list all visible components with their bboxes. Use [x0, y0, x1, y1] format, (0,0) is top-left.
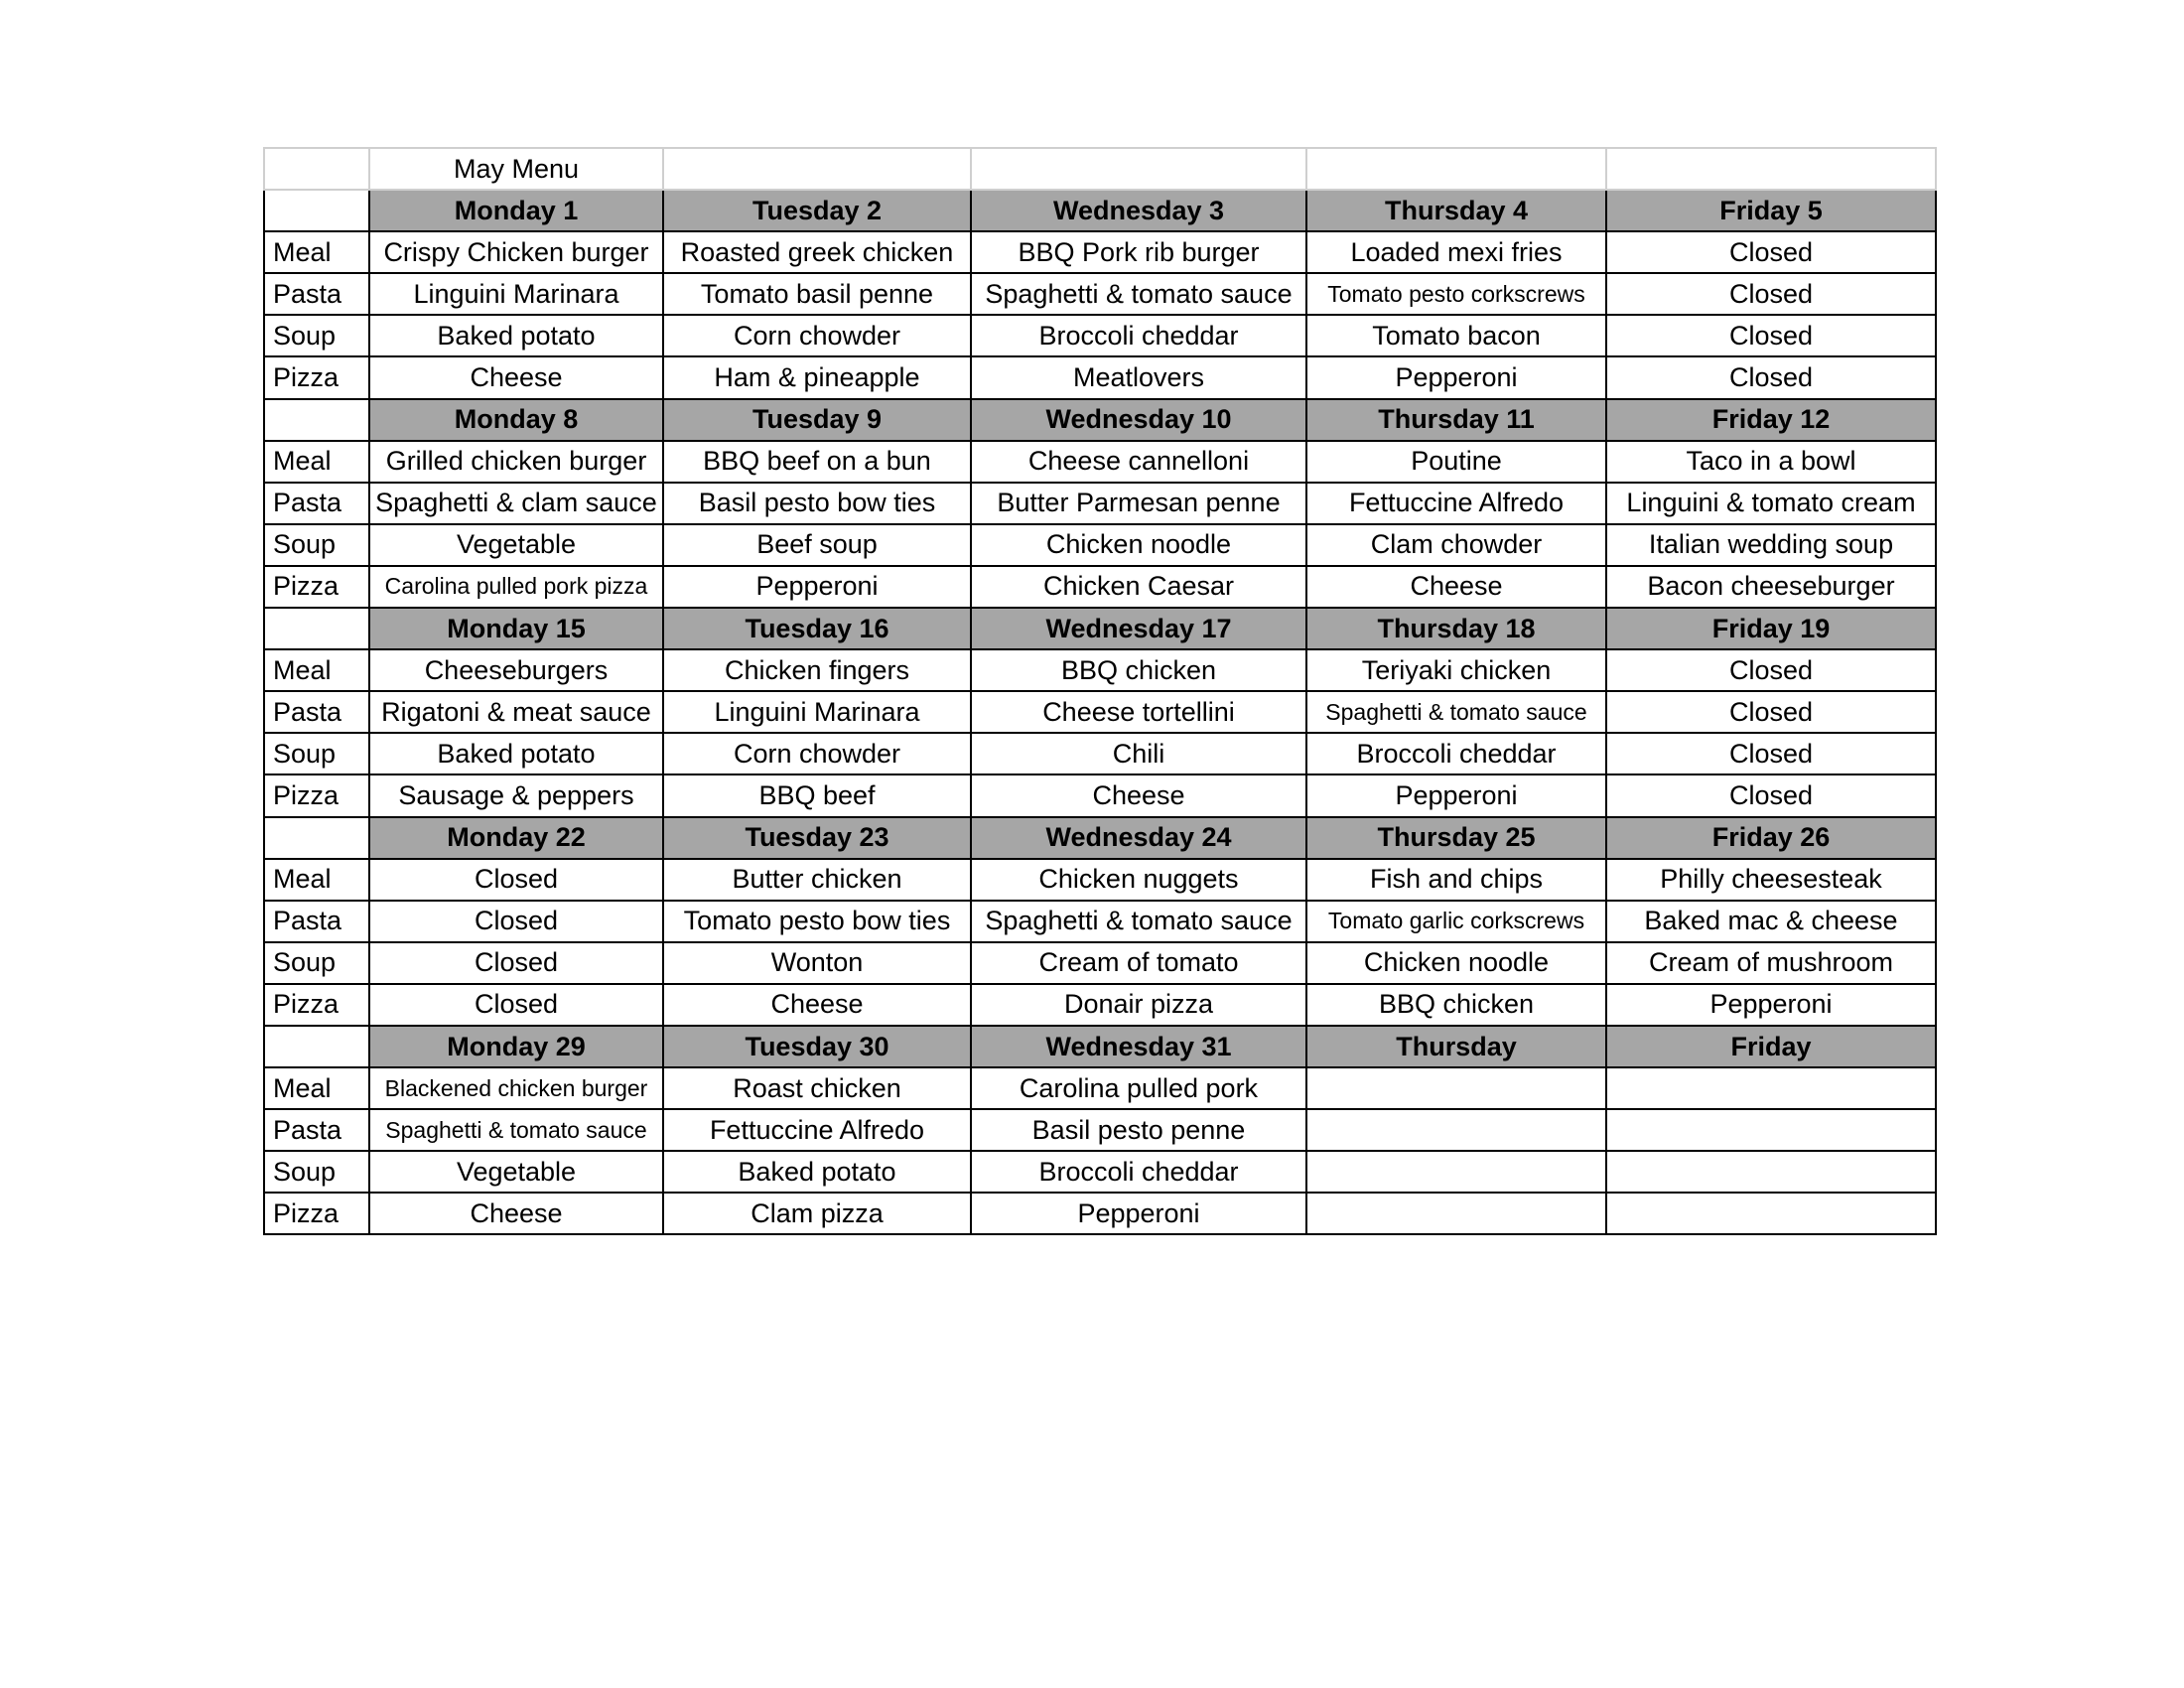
title-row-blank-cell	[1606, 148, 1936, 190]
pasta-cell: Fettuccine Alfredo	[663, 1109, 971, 1151]
row-label: Soup	[264, 1151, 369, 1193]
meal-cell: BBQ beef on a bun	[663, 441, 971, 483]
pizza-cell	[1306, 1193, 1606, 1234]
day-header: Tuesday 16	[663, 608, 971, 649]
day-header: Wednesday 3	[971, 190, 1306, 231]
meal-cell: Butter chicken	[663, 859, 971, 901]
row-label-blank-cell	[264, 1026, 369, 1067]
menu-row-meal	[264, 1067, 1936, 1109]
day-header: Tuesday 2	[663, 190, 971, 231]
meal-cell: Closed	[1606, 231, 1936, 273]
soup-cell: Cream of tomato	[971, 942, 1306, 984]
soup-cell: Closed	[1606, 315, 1936, 356]
meal-cell	[1606, 1067, 1936, 1109]
row-label: Pizza	[264, 356, 369, 398]
row-label: Pizza	[264, 566, 369, 608]
row-label: Soup	[264, 315, 369, 356]
meal-cell: Roast chicken	[663, 1067, 971, 1109]
meal-cell	[1306, 1067, 1606, 1109]
meal-cell: Taco in a bowl	[1606, 441, 1936, 483]
day-header: Thursday 25	[1306, 817, 1606, 859]
pizza-cell: Clam pizza	[663, 1193, 971, 1234]
title-row-blank-cell	[663, 148, 971, 190]
meal-cell: Roasted greek chicken	[663, 231, 971, 273]
pizza-cell: Cheese	[971, 774, 1306, 816]
title-row-blank-cell	[1306, 148, 1606, 190]
pasta-cell: Cheese tortellini	[971, 691, 1306, 733]
soup-cell: Broccoli cheddar	[971, 315, 1306, 356]
pasta-cell: Spaghetti & tomato sauce	[971, 901, 1306, 942]
soup-cell: Wonton	[663, 942, 971, 984]
row-label: Soup	[264, 733, 369, 774]
pasta-cell: Linguini Marinara	[663, 691, 971, 733]
pasta-cell: Tomato pesto corkscrews	[1306, 273, 1606, 315]
week-header-row	[264, 399, 1936, 441]
soup-cell: Cream of mushroom	[1606, 942, 1936, 984]
day-header: Thursday 4	[1306, 190, 1606, 231]
meal-cell: Loaded mexi fries	[1306, 231, 1606, 273]
row-label-blank-cell	[264, 817, 369, 859]
pasta-cell: Closed	[369, 901, 663, 942]
menu-title: May Menu	[369, 148, 663, 190]
meal-cell: Closed	[369, 859, 663, 901]
pizza-cell: Cheese	[369, 1193, 663, 1234]
row-label: Meal	[264, 231, 369, 273]
row-label: Soup	[264, 942, 369, 984]
pizza-cell: Cheese	[663, 984, 971, 1026]
menu-row-pizza	[264, 984, 1936, 1026]
soup-cell: Closed	[369, 942, 663, 984]
soup-cell	[1606, 1151, 1936, 1193]
soup-cell: Chili	[971, 733, 1306, 774]
day-header: Wednesday 24	[971, 817, 1306, 859]
pizza-cell: Meatlovers	[971, 356, 1306, 398]
day-header: Monday 8	[369, 399, 663, 441]
pasta-cell: Tomato basil penne	[663, 273, 971, 315]
pasta-cell: Spaghetti & tomato sauce	[369, 1109, 663, 1151]
pasta-cell: Tomato garlic corkscrews	[1306, 901, 1606, 942]
pasta-cell: Basil pesto bow ties	[663, 483, 971, 524]
pasta-cell: Closed	[1606, 691, 1936, 733]
menu-row-soup	[264, 524, 1936, 566]
day-header: Monday 15	[369, 608, 663, 649]
pizza-cell: Chicken Caesar	[971, 566, 1306, 608]
row-label: Pizza	[264, 1193, 369, 1234]
day-header: Wednesday 17	[971, 608, 1306, 649]
menu-row-pasta	[264, 483, 1936, 524]
day-header: Friday 19	[1606, 608, 1936, 649]
pizza-cell: Donair pizza	[971, 984, 1306, 1026]
pizza-cell: Ham & pineapple	[663, 356, 971, 398]
day-header: Thursday 11	[1306, 399, 1606, 441]
row-label: Meal	[264, 859, 369, 901]
pasta-cell: Fettuccine Alfredo	[1306, 483, 1606, 524]
pasta-cell: Tomato pesto bow ties	[663, 901, 971, 942]
menu-row-pizza	[264, 566, 1936, 608]
week-header-row	[264, 608, 1936, 649]
pasta-cell: Rigatoni & meat sauce	[369, 691, 663, 733]
pizza-cell: Pepperoni	[1306, 774, 1606, 816]
meal-cell: Carolina pulled pork	[971, 1067, 1306, 1109]
day-header: Wednesday 31	[971, 1026, 1306, 1067]
pizza-cell: Cheese	[369, 356, 663, 398]
meal-cell: Fish and chips	[1306, 859, 1606, 901]
menu-row-soup	[264, 942, 1936, 984]
menu-row-pasta	[264, 1109, 1936, 1151]
row-label: Pizza	[264, 984, 369, 1026]
day-header: Friday 26	[1606, 817, 1936, 859]
week-header-row	[264, 190, 1936, 231]
meal-cell: Philly cheesesteak	[1606, 859, 1936, 901]
pizza-cell: Pepperoni	[1606, 984, 1936, 1026]
pasta-cell: Linguini & tomato cream	[1606, 483, 1936, 524]
meal-cell: Grilled chicken burger	[369, 441, 663, 483]
row-label: Pasta	[264, 1109, 369, 1151]
pizza-cell: Closed	[1606, 356, 1936, 398]
soup-cell: Corn chowder	[663, 733, 971, 774]
menu-row-meal	[264, 649, 1936, 691]
day-header: Friday 5	[1606, 190, 1936, 231]
soup-cell: Vegetable	[369, 1151, 663, 1193]
pasta-cell: Linguini Marinara	[369, 273, 663, 315]
menu-row-soup	[264, 315, 1936, 356]
row-label: Pasta	[264, 691, 369, 733]
pasta-cell: Basil pesto penne	[971, 1109, 1306, 1151]
soup-cell	[1306, 1151, 1606, 1193]
pizza-cell: BBQ beef	[663, 774, 971, 816]
day-header: Monday 22	[369, 817, 663, 859]
pizza-cell: Pepperoni	[971, 1193, 1306, 1234]
row-label-blank-cell	[264, 608, 369, 649]
pasta-cell: Butter Parmesan penne	[971, 483, 1306, 524]
pizza-cell: BBQ chicken	[1306, 984, 1606, 1026]
day-header: Wednesday 10	[971, 399, 1306, 441]
week-header-row	[264, 817, 1936, 859]
day-header: Tuesday 30	[663, 1026, 971, 1067]
pasta-cell: Spaghetti & tomato sauce	[971, 273, 1306, 315]
meal-cell: Chicken fingers	[663, 649, 971, 691]
meal-cell: BBQ Pork rib burger	[971, 231, 1306, 273]
menu-row-pizza	[264, 1193, 1936, 1234]
row-label: Pasta	[264, 483, 369, 524]
menu-row-soup	[264, 733, 1936, 774]
day-header: Tuesday 9	[663, 399, 971, 441]
soup-cell: Vegetable	[369, 524, 663, 566]
meal-cell: Cheeseburgers	[369, 649, 663, 691]
menu-row-pasta	[264, 273, 1936, 315]
menu-row-pizza	[264, 356, 1936, 398]
menu-table-body	[264, 148, 1936, 1234]
meal-cell: Crispy Chicken burger	[369, 231, 663, 273]
meal-cell: Cheese cannelloni	[971, 441, 1306, 483]
soup-cell: Baked potato	[369, 315, 663, 356]
title-row	[264, 148, 1936, 190]
pasta-cell: Baked mac & cheese	[1606, 901, 1936, 942]
pasta-cell: Spaghetti & tomato sauce	[1306, 691, 1606, 733]
soup-cell: Baked potato	[663, 1151, 971, 1193]
day-header: Tuesday 23	[663, 817, 971, 859]
pizza-cell: Cheese	[1306, 566, 1606, 608]
day-header: Thursday 18	[1306, 608, 1606, 649]
pasta-cell: Closed	[1606, 273, 1936, 315]
day-header: Friday 12	[1606, 399, 1936, 441]
row-label: Pasta	[264, 273, 369, 315]
meal-cell: Poutine	[1306, 441, 1606, 483]
soup-cell: Clam chowder	[1306, 524, 1606, 566]
soup-cell: Italian wedding soup	[1606, 524, 1936, 566]
row-label: Meal	[264, 649, 369, 691]
row-label-blank-cell	[264, 399, 369, 441]
meal-cell: Closed	[1606, 649, 1936, 691]
menu-row-pasta	[264, 691, 1936, 733]
pasta-cell	[1606, 1109, 1936, 1151]
soup-cell: Broccoli cheddar	[971, 1151, 1306, 1193]
title-row-blank-cell	[971, 148, 1306, 190]
day-header: Friday	[1606, 1026, 1936, 1067]
pasta-cell: Spaghetti & clam sauce	[369, 483, 663, 524]
soup-cell: Tomato bacon	[1306, 315, 1606, 356]
menu-row-meal	[264, 231, 1936, 273]
soup-cell: Chicken noodle	[971, 524, 1306, 566]
row-label: Pizza	[264, 774, 369, 816]
day-header: Monday 1	[369, 190, 663, 231]
pizza-cell: Closed	[369, 984, 663, 1026]
row-label: Meal	[264, 441, 369, 483]
soup-cell: Chicken noodle	[1306, 942, 1606, 984]
menu-row-meal	[264, 441, 1936, 483]
row-label: Soup	[264, 524, 369, 566]
row-label: Meal	[264, 1067, 369, 1109]
meal-cell: Chicken nuggets	[971, 859, 1306, 901]
soup-cell: Baked potato	[369, 733, 663, 774]
menu-row-pizza	[264, 774, 1936, 816]
pizza-cell: Carolina pulled pork pizza	[369, 566, 663, 608]
soup-cell: Corn chowder	[663, 315, 971, 356]
menu-table	[263, 147, 1937, 1235]
soup-cell: Closed	[1606, 733, 1936, 774]
pasta-cell	[1306, 1109, 1606, 1151]
meal-cell: Blackened chicken burger	[369, 1067, 663, 1109]
pizza-cell: Pepperoni	[663, 566, 971, 608]
title-row-blank-cell	[264, 148, 369, 190]
pizza-cell: Pepperoni	[1306, 356, 1606, 398]
pizza-cell: Bacon cheeseburger	[1606, 566, 1936, 608]
week-header-row	[264, 1026, 1936, 1067]
pizza-cell	[1606, 1193, 1936, 1234]
soup-cell: Broccoli cheddar	[1306, 733, 1606, 774]
menu-row-pasta	[264, 901, 1936, 942]
row-label: Pasta	[264, 901, 369, 942]
menu-row-meal	[264, 859, 1936, 901]
pizza-cell: Sausage & peppers	[369, 774, 663, 816]
meal-cell: BBQ chicken	[971, 649, 1306, 691]
menu-row-soup	[264, 1151, 1936, 1193]
pizza-cell: Closed	[1606, 774, 1936, 816]
day-header: Monday 29	[369, 1026, 663, 1067]
soup-cell: Beef soup	[663, 524, 971, 566]
meal-cell: Teriyaki chicken	[1306, 649, 1606, 691]
day-header: Thursday	[1306, 1026, 1606, 1067]
row-label-blank-cell	[264, 190, 369, 231]
